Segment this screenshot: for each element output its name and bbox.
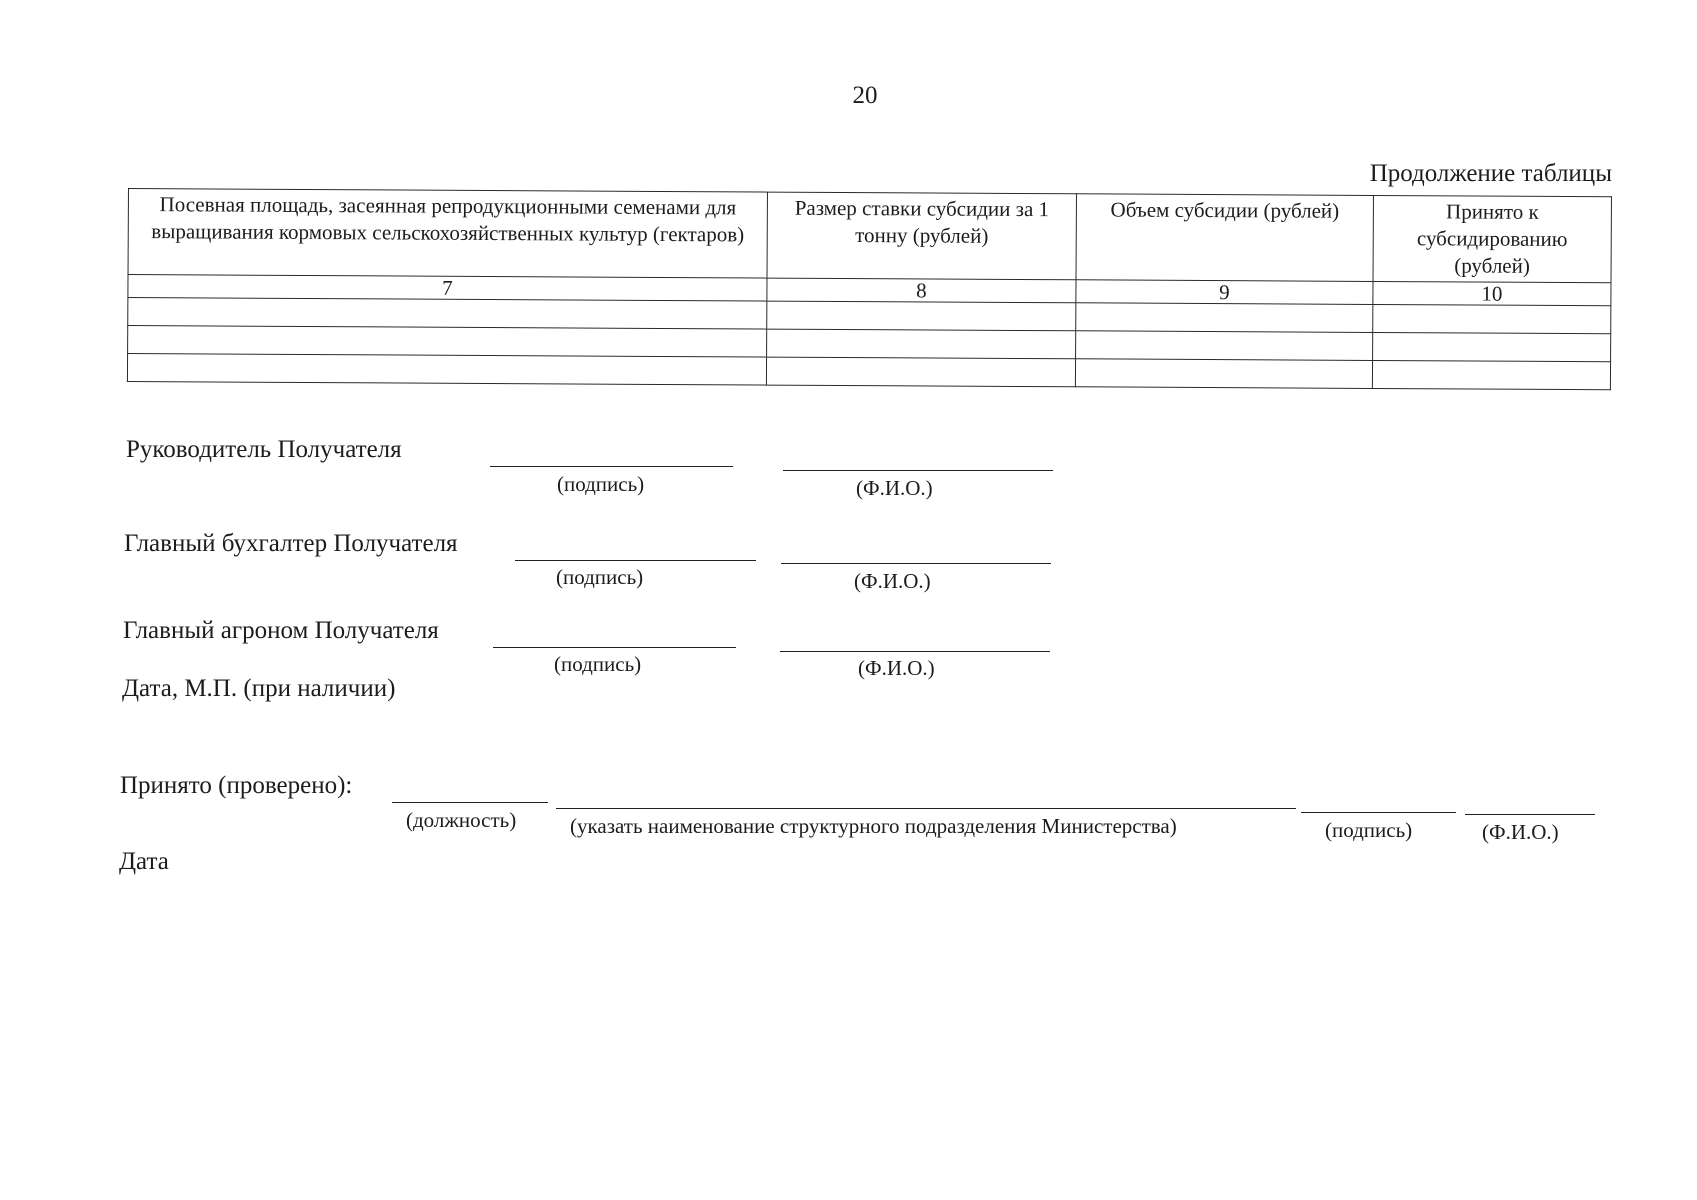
header-rate-per-ton: Размер ставки субсидии за 1 тонну (рублей) <box>767 192 1076 280</box>
column-number: 10 <box>1373 281 1611 305</box>
date-label: Дата <box>119 848 169 875</box>
table-cell <box>1373 332 1611 361</box>
column-number: 7 <box>128 275 767 302</box>
department-caption: (указать наименование структурного подразделения Министерства) <box>570 814 1177 838</box>
table-cell <box>766 357 1075 387</box>
table-cell <box>1076 303 1373 333</box>
head-signature-line[interactable] <box>490 466 733 467</box>
table-cell <box>1075 359 1372 389</box>
accepted-name-caption: (Ф.И.О.) <box>1482 820 1559 844</box>
accountant-sign-caption: (подпись) <box>556 565 644 589</box>
agronomist-label: Главный агроном Получателя <box>123 617 439 644</box>
accepted-signature-line[interactable] <box>1301 812 1456 813</box>
page-number: 20 <box>852 82 878 109</box>
accepted-name-line[interactable] <box>1465 814 1595 815</box>
accepted-label: Принято (проверено): <box>120 772 353 799</box>
agronomist-sign-caption: (подпись) <box>554 652 642 676</box>
accepted-sign-caption: (подпись) <box>1325 818 1413 842</box>
head-name-line[interactable] <box>783 470 1053 471</box>
table-cell <box>127 354 766 386</box>
table-header-row <box>128 189 1611 283</box>
agronomist-signature-line[interactable] <box>493 647 736 648</box>
accountant-signature-line[interactable] <box>515 560 756 561</box>
table-cell <box>128 326 767 358</box>
table-cell <box>767 329 1076 359</box>
accountant-name-caption: (Ф.И.О.) <box>854 569 931 593</box>
agronomist-name-line[interactable] <box>780 651 1050 652</box>
accountant-name-line[interactable] <box>781 563 1051 564</box>
accountant-label: Главный бухгалтер Получателя <box>124 530 458 557</box>
agronomist-name-caption: (Ф.И.О.) <box>858 656 935 680</box>
table-cell <box>1372 360 1610 389</box>
table-cell <box>128 298 767 330</box>
date-stamp-label: Дата, М.П. (при наличии) <box>122 675 396 702</box>
department-line[interactable] <box>556 808 1296 809</box>
table-cell <box>767 301 1076 331</box>
continuation-label: Продолжение таблицы <box>1369 160 1612 187</box>
header-accepted-for-subsidy: Принято к субсидированию (рублей) <box>1373 195 1611 282</box>
head-name-caption: (Ф.И.О.) <box>856 476 933 500</box>
table-cell <box>1076 331 1373 361</box>
column-number: 9 <box>1076 280 1373 305</box>
position-caption: (должность) <box>406 808 517 832</box>
header-subsidy-volume: Объем субсидии (рублей) <box>1076 194 1373 282</box>
column-number: 8 <box>767 278 1076 303</box>
head-sign-caption: (подпись) <box>557 472 645 496</box>
table-cell <box>1373 304 1611 333</box>
header-sown-area: Посевная площадь, засеянная репродукционными семенами для выращивания кормовых сельскохозяйственных культур (гектаров) <box>128 189 767 279</box>
subsidy-table-continuation <box>127 188 1612 390</box>
head-label: Руководитель Получателя <box>126 436 402 463</box>
position-line[interactable] <box>392 802 548 803</box>
